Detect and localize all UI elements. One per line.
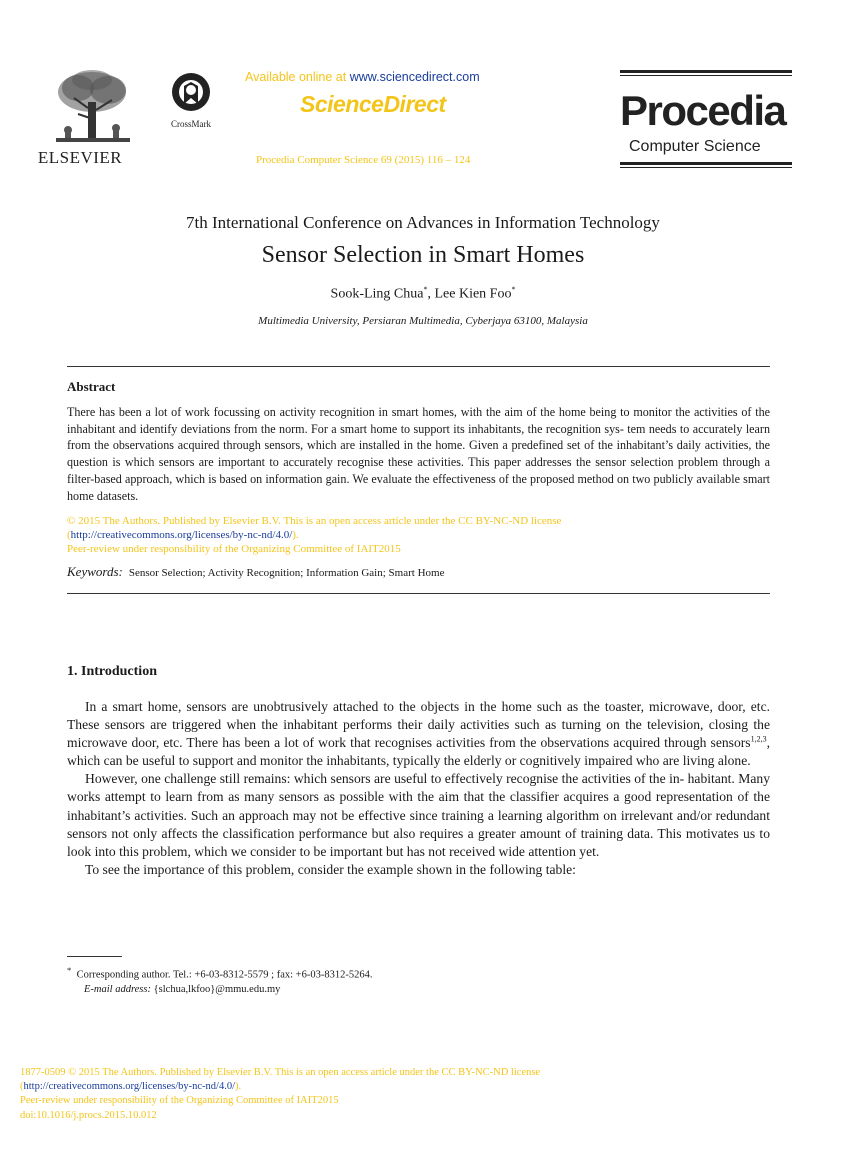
paragraph-text: In a smart home, sensors are unobtrusively attached to the objects in the home such as the toaster, microwave, door, etc. These sensors are triggered when the inhabitant performs their daily activities such as turning on the television, closing the microwave door, etc. There has been a lot of work that recognises activities from the observations acquired through sensors [67, 699, 770, 751]
paragraph [67, 698, 770, 770]
license-paren-open: ( [67, 529, 71, 542]
divider [67, 366, 770, 367]
bottom-license-link[interactable]: http://creativecommons.org/licenses/by-nc-nd/4.0/ [23, 1081, 236, 1093]
author-name: Lee Kien Foo [434, 286, 512, 302]
footnote-email-line [67, 983, 372, 998]
bottom-rule [620, 162, 792, 165]
bottom-peer-review: Peer-review under responsibility of the Organizing Committee of IAIT2015 [20, 1095, 339, 1107]
keywords-label: Keywords: [67, 564, 123, 579]
abstract-text: There has been a lot of work focussing on activity recognition in smart homes, with the aim of the home being to monitor the activities of the inhabitant and identify deviations from the norm. For a smart home to support its inhabitants, the recognition sys- tem needs to accurately learn from the observations acquired through sensors, which are installed in the home. Given a predefined set of the inhabitant’s daily activities, the question is which sensors are important to accurately recognise these activities. This paper addresses the sensor selection problem through a filter-based approach, which is based on information gain. We evaluate the effectiveness of the proposed method on two publicly available smart home datasets. [67, 405, 770, 503]
license-url-line [67, 528, 561, 542]
footnote-line [67, 963, 372, 983]
paragraph-text: , which can be useful to support and monitor the inhabitants, typically the elderly or cognitively impaired who are living alone. [67, 735, 770, 769]
author-list [0, 285, 846, 303]
keywords-list: Sensor Selection; Activity Recognition; Information Gain; Smart Home [128, 567, 445, 579]
divider [67, 593, 770, 594]
issn-line: 1877-0509 © 2015 The Authors. Published by Elsevier B.V. This is an open access article under the CC BY-NC-ND license [20, 1067, 541, 1078]
top-rule-thin [620, 75, 792, 76]
license-link[interactable]: http://creativecommons.org/licenses/by-nc-nd/4.0/ [70, 529, 293, 542]
crossmark-label: CrossMark [171, 119, 211, 129]
bottom-paren-close: ). [235, 1081, 242, 1093]
crossmark-icon [171, 72, 211, 112]
license-notice [67, 514, 561, 557]
available-prefix: Available online at [245, 70, 350, 84]
bottom-rule-thin [620, 167, 792, 168]
footnote-rule [67, 956, 122, 957]
footnote [67, 963, 372, 998]
paragraph: However, one challenge still remains: which sensors are useful to effectively recognise the activities of the in- habitant. Many works attempt to learn from as many sensors as possible with the aim that the classifier acquires a good representation of the inhabitant’s activities. Such an approach may not be effective since training a learning algorithm on irrelevant and/or redundant sensors not only affects the classification performance but also requires a greater amount of training data. This motivates us to look into this problem, which we consider to be important but has not received wide attention yet. [67, 771, 770, 859]
email-address[interactable]: {slchua,lkfoo}@mmu.edu.my [153, 984, 281, 995]
citation-refs[interactable]: 1,2,3 [750, 734, 767, 744]
keywords-line [67, 564, 444, 580]
sciencedirect-wordmark: ScienceDirect [300, 91, 446, 117]
author-name: Sook-Ling Chua [330, 286, 424, 302]
procedia-logo [620, 70, 792, 168]
publisher-wordmark: ELSEVIER [37, 148, 123, 167]
license-paren-close: ). [292, 529, 299, 542]
bottom-paren-open: ( [20, 1081, 24, 1093]
top-rule [620, 70, 792, 73]
bottom-url-line [20, 1080, 540, 1094]
email-label: E-mail address: [84, 984, 151, 995]
paragraph: To see the importance of this problem, consider the example shown in the following table: [85, 861, 576, 877]
bottom-license [20, 1066, 540, 1123]
author-separator: , [427, 286, 435, 302]
author-mark: * [423, 285, 428, 294]
author-mark: * [511, 285, 516, 294]
footnote-contact: Corresponding author. Tel.: +6-03-8312-5579 ; fax: +6-03-8312-5264. [76, 969, 373, 981]
license-line: © 2015 The Authors. Published by Elsevier B.V. This is an open access article under the CC BY-NC-ND license [67, 515, 562, 527]
abstract-heading: Abstract [67, 379, 116, 394]
peer-review-line: Peer-review under responsibility of the Organizing Committee of IAIT2015 [67, 543, 401, 556]
crossmark-badge[interactable] [164, 72, 218, 129]
paper-title: Sensor Selection in Smart Homes [261, 242, 585, 268]
sciencedirect-link[interactable]: www.sciencedirect.com [349, 70, 480, 84]
procedia-subtitle: Computer Science [629, 138, 761, 155]
footnote-mark: * [67, 965, 72, 975]
journal-citation: Procedia Computer Science 69 (2015) 116 – 124 [256, 154, 471, 166]
conference-name: 7th International Conference on Advances in Information Technology [186, 213, 660, 232]
introduction-body [67, 698, 770, 879]
procedia-title: Procedia [620, 87, 786, 134]
available-online-line [245, 70, 480, 84]
doi-line[interactable]: doi:10.1016/j.procs.2015.10.012 [20, 1109, 157, 1121]
affiliation: Multimedia University, Persiaran Multimedia, Cyberjaya 63100, Malaysia [258, 315, 588, 327]
section-heading: 1. Introduction [67, 664, 157, 679]
